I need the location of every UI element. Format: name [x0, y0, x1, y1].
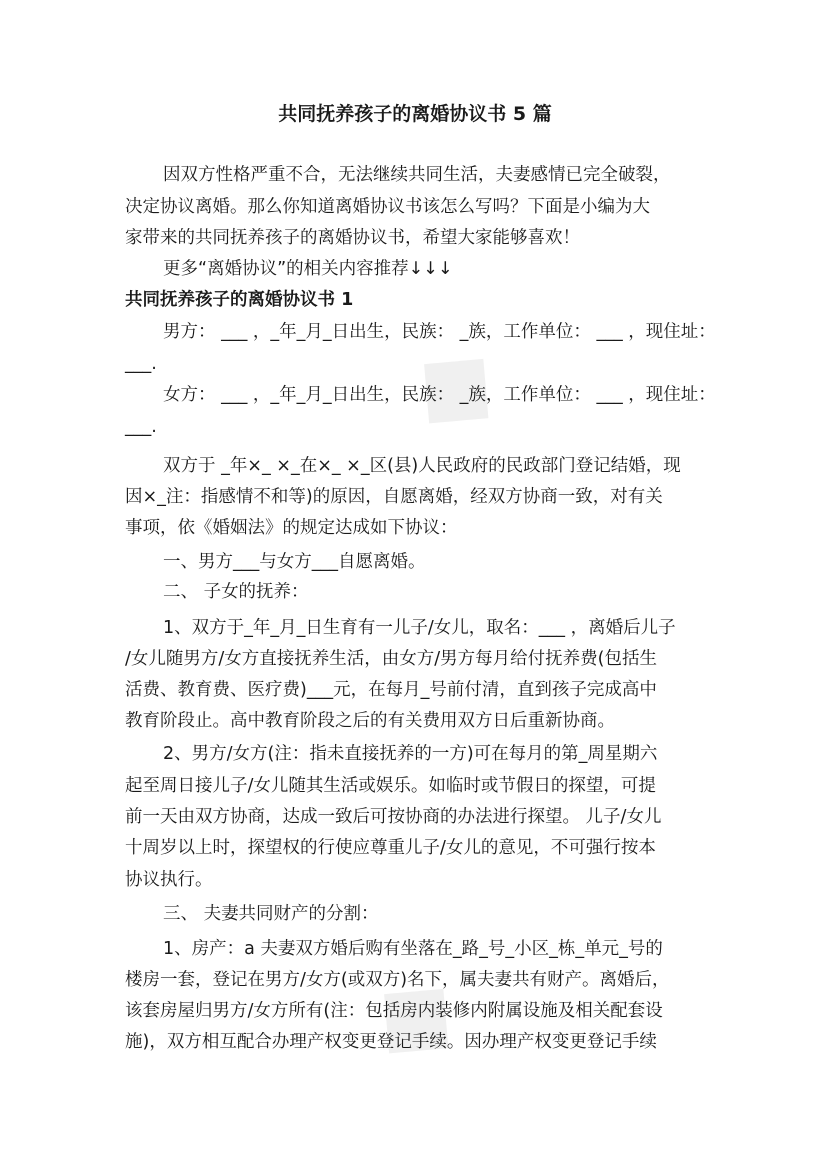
paragraph-line: 该套房屋归男方/女方所有(注：包括房内装修内附属设施及相关配套设: [125, 1001, 663, 1021]
paragraph-line: 家带来的共同抚养孩子的离婚协议书，希望大家能够喜欢！: [125, 228, 580, 248]
paragraph-line: 协议执行。: [125, 870, 213, 890]
paragraph-line: 前一天由双方协商，达成一致后可按协商的办法进行探望。 儿子/女儿: [125, 807, 662, 827]
paragraph-line: 1、房产：a 夫妻双方婚后购有坐落在_路_号_小区_栋_单元_号的: [163, 939, 663, 959]
paragraph-line: 二、 子女的抚养：: [163, 582, 309, 602]
paragraph-line: 因×_注：指感情不和等)的原因，自愿离婚，经双方协商一致，对有关: [125, 487, 663, 507]
paragraph-line: 十周岁以上时，探望权的行使应尊重儿子/女儿的意见，不可强行按本: [125, 838, 656, 858]
paragraph-line: 活费、教育费、医疗费)___元，在每月_号前付清，直到孩子完成高中: [125, 680, 657, 700]
paragraph-line: 施)，双方相互配合办理产权变更登记手续。因办理产权变更登记手续: [125, 1032, 657, 1052]
paragraph-line: 决定协议离婚。那么你知道离婚协议书该怎么写吗？下面是小编为大: [125, 197, 650, 217]
paragraph-line: 起至周日接儿子/女儿随其生活或娱乐。如临时或节假日的探望，可提: [125, 776, 656, 796]
paragraph-line: 因双方性格严重不合，无法继续共同生活，夫妻感情已完全破裂，: [163, 165, 671, 185]
watermark: ◆: [388, 307, 536, 461]
paragraph-line: 三、 夫妻共同财产的分割：: [163, 904, 379, 924]
paragraph-line: 一、男方___与女方___自愿离婚。: [163, 552, 426, 572]
paragraph-line: 女方： ___ ，_年_月_日出生，民族： _族，工作单位： ___ ，现住址：: [163, 385, 716, 405]
watermark: ◆: [348, 937, 496, 1091]
paragraph-line: 2、男方/女方(注：指未直接抚养的一方)可在每月的第_周星期六: [163, 744, 658, 764]
paragraph-line: 楼房一套，登记在男方/女方(或双方)名下，属夫妻共有财产。离婚后，: [125, 970, 670, 990]
paragraph-line: 双方于 _年×_ ×_在×_ ×_区(县)人民政府的民政部门登记结婚，现: [163, 456, 681, 476]
paragraph-line: 1、双方于_年_月_日生育有一儿子/女儿，取名：___ ，离婚后儿子: [163, 618, 676, 638]
paragraph-line: 教育阶段止。高中教育阶段之后的有关费用双方日后重新协商。: [125, 711, 615, 731]
section-heading: 共同抚养孩子的离婚协议书 1: [125, 290, 354, 310]
paragraph-line: 男方： ___ ，_年_月_日出生，民族： _族，工作单位： ___ ，现住址：: [163, 322, 716, 342]
related-link[interactable]: 更多“离婚协议”的相关内容推荐↓↓↓: [163, 259, 453, 279]
paragraph-line: /女儿随男方/女方直接抚养生活，由女方/男方每月给付抚养费(包括生: [125, 649, 658, 669]
paragraph-line: 事项，依《婚姻法》的规定达成如下协议：: [125, 518, 458, 538]
paragraph-line: ___.: [125, 417, 157, 437]
document-title: 共同抚养孩子的离婚协议书 5 篇: [278, 103, 552, 125]
paragraph-line: ___.: [125, 354, 157, 374]
